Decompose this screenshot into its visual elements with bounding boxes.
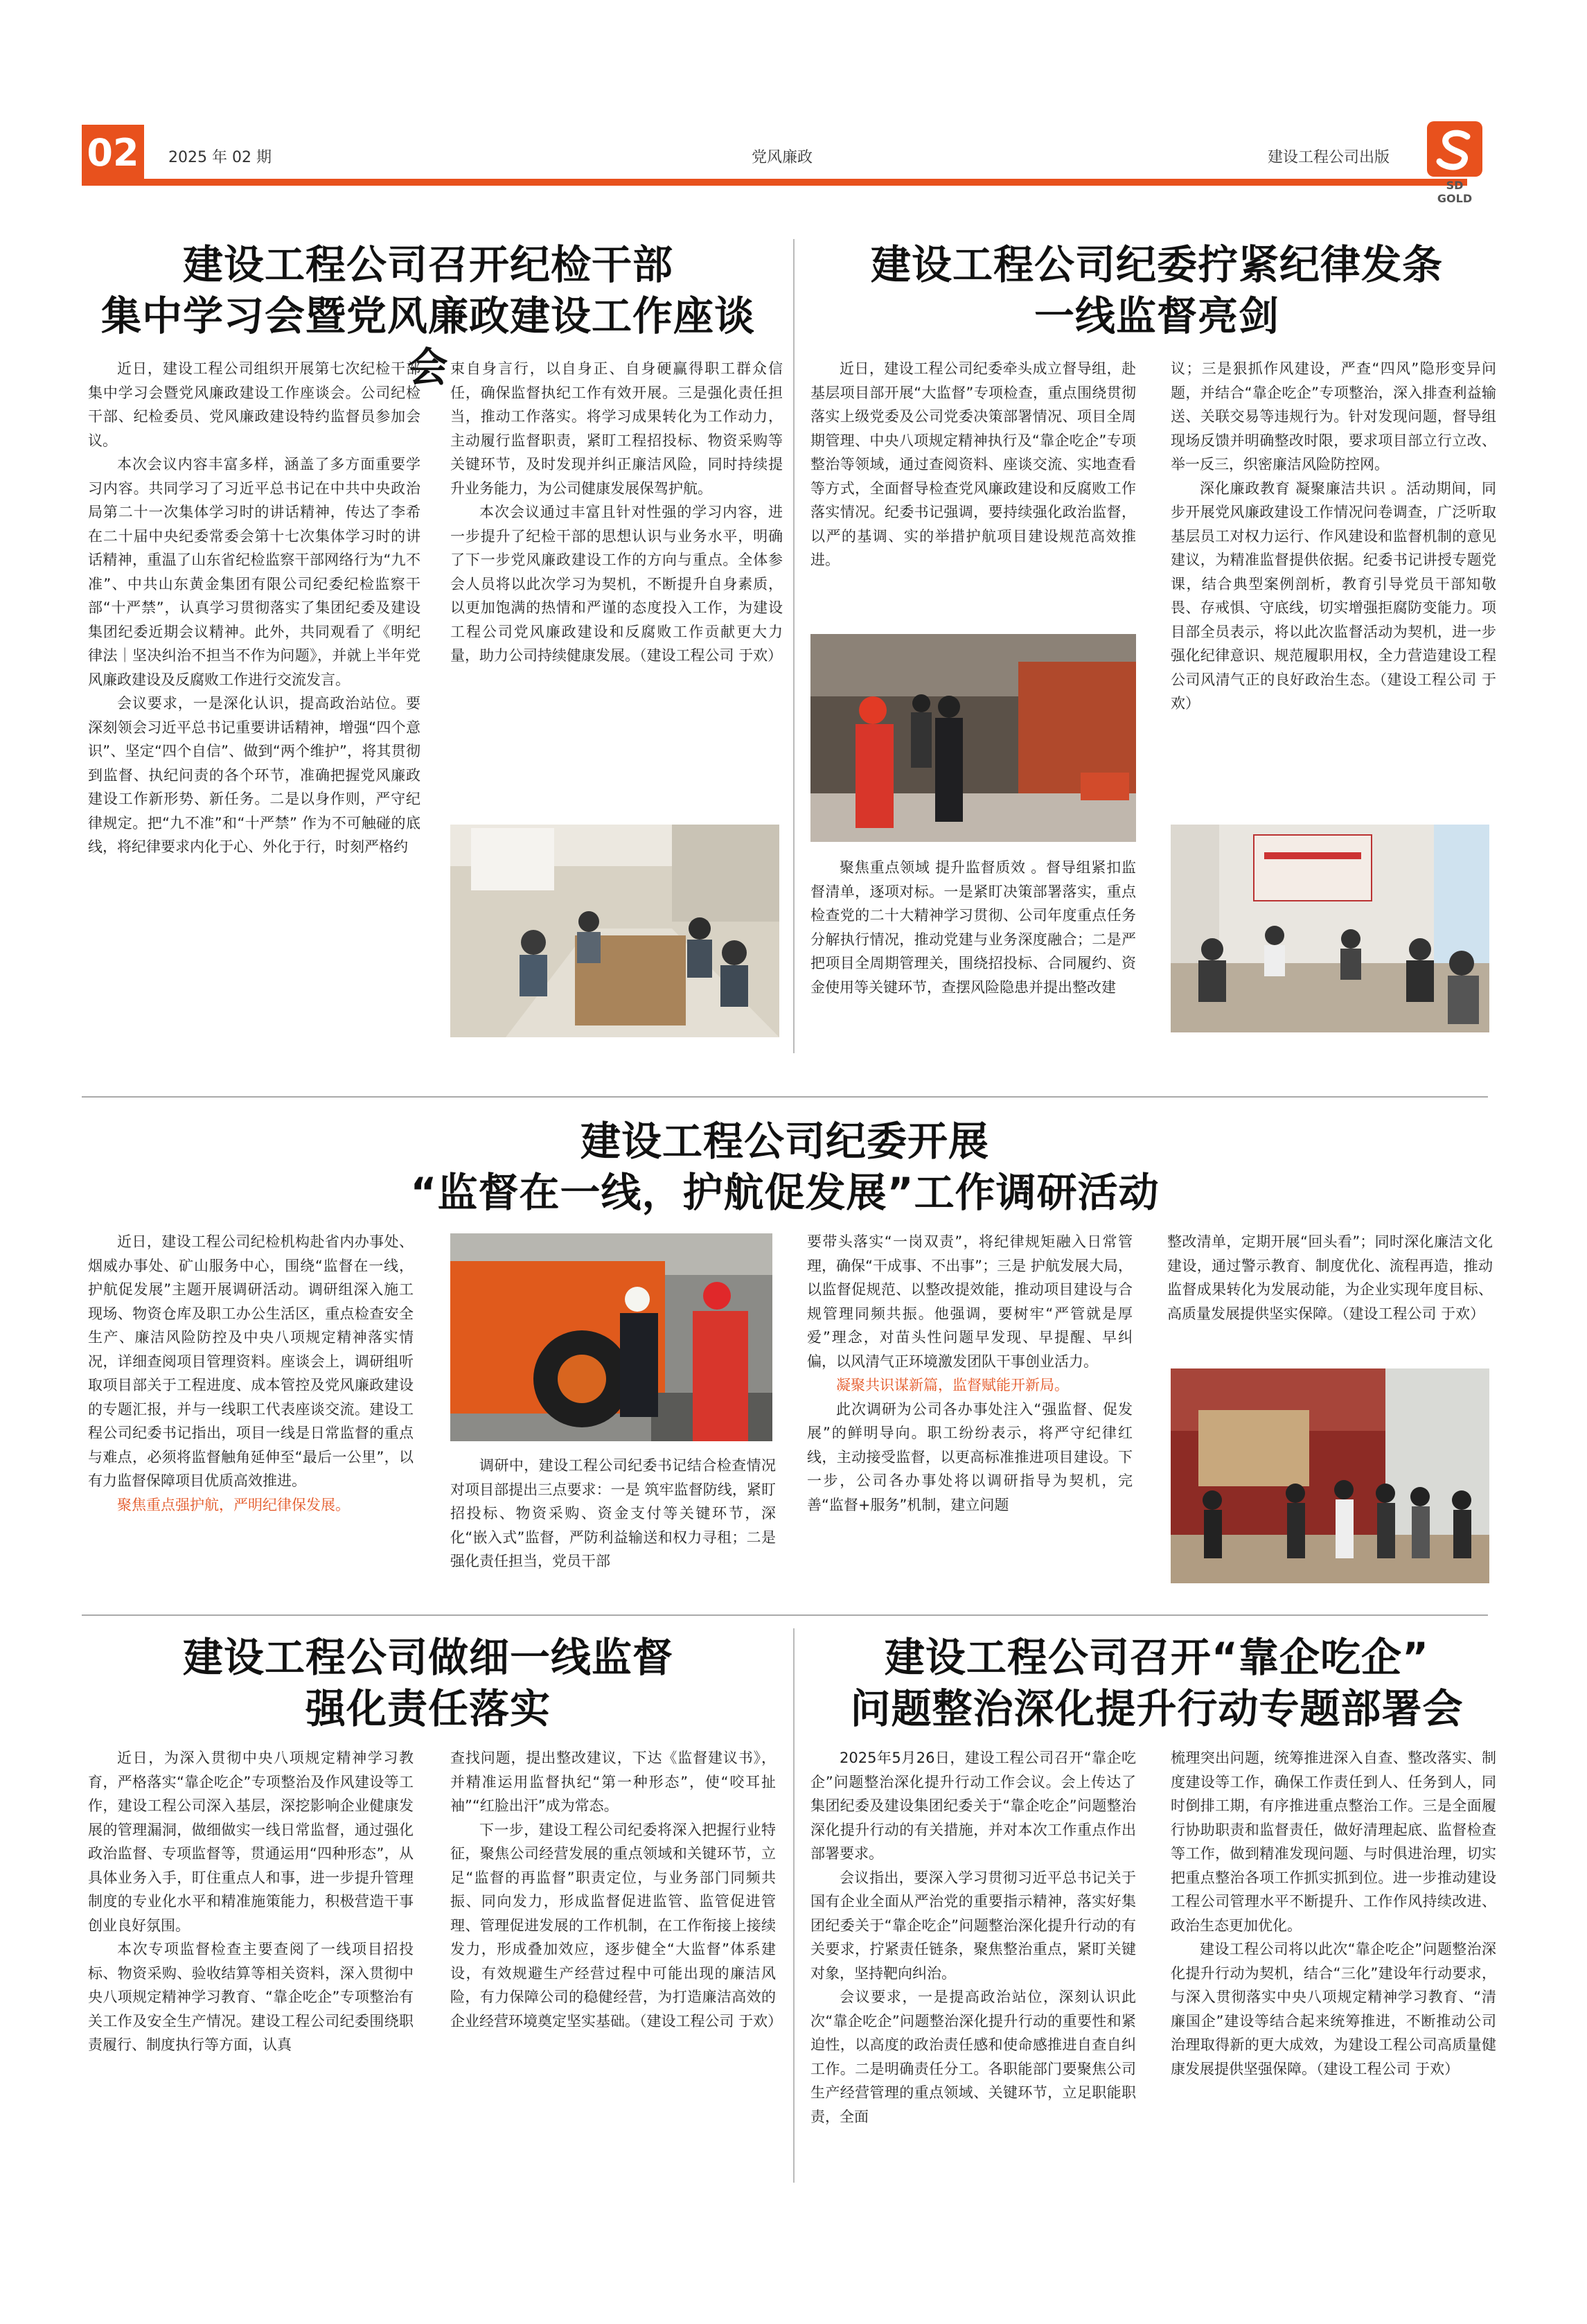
- paragraph: 会议指出，要深入学习贯彻习近平总书记关于国有企业全面从严治党的重要指示精神，落实好集团纪委关于“靠企吃企”问题整治深化提升行动的有关要求，拧紧责任链条，聚焦整治重点，紧盯关键对象，坚持靶向纠治。: [810, 1869, 1136, 1982]
- article3-title-line2: “监督在一线，护航促发展”工作调研活动: [410, 1169, 1160, 1216]
- article2-title-line2: 一线监督亮剑: [1034, 292, 1279, 340]
- paragraph: 近日，建设工程公司纪检机构赴省内办事处、烟威办事处、矿山服务中心，围绕“监督在一线，护航促发展”主题开展调研活动。调研组深入施工现场、物资仓库及职工办公生活区，重点检查安全生产、廉洁风险防控及中央八项规定精神落实情况，详细查阅项目管理资料。座谈会上，调研组听取项目部关于工程进度、成本管控及党风廉政建设的专题汇报，并与一线职工代表座谈交流。建设工程公司纪委书记指出，项目一线是日常监督的重点与难点，必须将监督触角延伸至“最后一公里”，以有力监督保障项目优质高效推进。: [88, 1233, 414, 1489]
- article3-title-line1: 建设工程公司纪委开展: [580, 1118, 989, 1165]
- header-rule: [82, 179, 1467, 186]
- paragraph: 调研中，建设工程公司纪委书记结合检查情况对项目部提出三点要求：一是 筑牢监督防线，紧盯招投标、物资采购、资金支付等关键环节，深化“嵌入式”监督，严防利益输送和权力寻租；二是 强化责任担当，党员干部: [450, 1457, 776, 1569]
- paragraph: 建设工程公司将以此次“靠企吃企”问题整治深化提升行动为契机，结合“三化”建设年行动要求，与深入贯彻落实中央八项规定精神学习教育、“清廉国企”建设等结合起来统筹推进，不断推动公司治理取得新的更大成效，为建设工程公司高质量健康发展提供坚强保障。（建设工程公司 于欢）: [1171, 1941, 1496, 2077]
- paragraph: 梳理突出问题，统筹推进深入自查、整改落实、制度建设等工作，确保工作责任到人、任务到人，同时倒排工期，有序推进重点整治工作。三是全面履行协助职责和监督责任，做好清理起底、监督检查等工作，做到精准发现问题、与时俱进治理，切实把重点整治各项工作抓实抓到位。进一步推动建设工程公司管理水平不断提升、工作作风持续改进、政治生态更加优化。: [1171, 1750, 1496, 1934]
- article5-title: [810, 1632, 1503, 1734]
- section-divider: [82, 1614, 1488, 1616]
- paragraph: 查找问题，提出整改建议，下达《监督建议书》，并精准运用监督执纪“第一种形态”，使“咬耳扯袖”“红脸出汗”成为常态。: [450, 1750, 776, 1814]
- meeting-photo: [450, 825, 779, 1037]
- paragraph: 束自身言行，以自身正、自身硬赢得职工群众信任，确保监督执纪工作有效开展。三是强化责任担当，推动工作落实。将学习成果转化为工作动力，主动履行监督职责，紧盯工程招投标、物资采购等关键环节，及时发现并纠正廉洁风险，同时持续提升业务能力，为公司健康发展保驾护航。: [450, 360, 783, 497]
- section-divider: [82, 1096, 1488, 1098]
- subheading: 凝聚共识谋新篇，监督赋能开新局。: [836, 1377, 1069, 1393]
- article3-column4: [1167, 1230, 1493, 1326]
- article5-title-line2: 问题整治深化提升行动专题部署会: [850, 1685, 1464, 1732]
- article2-column1: [810, 357, 1136, 572]
- article5-title-line1: 建设工程公司召开“靠企吃企”: [884, 1634, 1430, 1681]
- article3-title: [82, 1116, 1488, 1218]
- article2-column1b: [810, 856, 1136, 999]
- paragraph: 本次会议内容丰富多样，涵盖了多方面重要学习内容。共同学习了习近平总书记在中共中央政治局第二十一次集体学习时的讲话精神，传达了李希在二十届中央纪委常委会第十七次集体学习时的讲话精神，重温了山东省纪检监察干部网络行为“九不准”、中共山东黄金集团有限公司纪委纪检监察干部“十严禁”，认真学习贯彻落实了集团纪委及建设集团纪委近期会议精神。此外，共同观看了《明纪律法｜坚决纠治不担当不作为问题》，并就上半年党风廉政建设及反腐败工作进行交流发言。: [88, 456, 420, 688]
- page-number: 02: [82, 125, 144, 180]
- paragraph: 近日，建设工程公司纪委牵头成立督导组，赴基层项目部开展“大监督”专项检查，重点围绕贯彻落实上级党委及公司党委决策部署情况、项目全周期管理、中央八项规定精神执行及“靠企吃企”专项整治等领域，通过查阅资料、座谈交流、实地查看等方式，全面督导检查党风廉政建设和反腐败工作落实情况。纪委书记强调，要持续强化政治监督，以严的基调、实的举措护航项目建设规范高效推进。: [810, 360, 1136, 568]
- article1-title-line1: 建设工程公司召开纪检干部: [182, 241, 673, 288]
- article3-column2: [450, 1454, 776, 1574]
- equipment-inspection-photo: [450, 1233, 772, 1441]
- article3-column1: [88, 1230, 414, 1517]
- logo-text: SD GOLD: [1437, 179, 1473, 205]
- paragraph: 2025年5月26日，建设工程公司召开“靠企吃企”问题整治深化提升行动工作会议。会上传达了集团纪委及建设集团纪委关于“靠企吃企”问题整治深化提升行动的有关措施，并对本次工作重点作出部署要求。: [810, 1750, 1136, 1862]
- paragraph: 深化廉政教育 凝聚廉洁共识 。活动期间，同步开展党风廉政建设工作情况问卷调查，广泛听取基层员工对权力运行、作风建设和监督机制的意见建议，为精准监督提供依据。纪委书记讲授专题党课，结合典型案例剖析，教育引导党员干部知敬畏、存戒惧、守底线，切实增强拒腐防变能力。项目部全员表示，将以此次监督活动为契机，进一步强化纪律意识、规范履职用权，全力营造建设工程公司风清气正的良好政治生态。（建设工程公司 于欢）: [1171, 479, 1496, 712]
- column-divider: [793, 1628, 795, 2183]
- paragraph: 聚焦重点领域 提升监督质效 。督导组紧扣监督清单，逐项对标。一是紧盯决策部署落实，重点检查党的二十大精神学习贯彻、公司年度重点任务分解执行情况，推动党建与业务深度融合；二是严把项目全周期管理关，围绕招投标、合同履约、资金使用等关键环节，查摆风险隐患并提出整改建: [810, 859, 1136, 996]
- paragraph: 本次专项监督检查主要查阅了一线项目招投标、物资采购、验收结算等相关资料，深入贯彻中央八项规定精神学习教育、“靠企吃企”专项整治有关工作及安全生产情况。建设工程公司纪委围绕职责履行、制度执行等方面，认真: [88, 1941, 414, 2053]
- paragraph: 下一步，建设工程公司纪委将深入把握行业特征，聚焦公司经营发展的重点领域和关键环节，立足“监督的再监督”职责定位，与业务部门同频共振、同向发力，形成监督促进监管、监管促进管理、管理促进发展的工作机制，在工作衔接上接续发力，形成叠加效应，逐步健全“大监督”体系建设，有效规避生产经营过程中可能出现的廉洁风险，有力保障公司的稳健经营，为打造廉洁高效的企业经营环境奠定坚实基础。（建设工程公司 于欢）: [450, 1821, 783, 2030]
- sd-gold-logo: [1427, 121, 1482, 177]
- party-lecture-photo: [1171, 825, 1489, 1032]
- article5-column2: [1171, 1746, 1496, 2081]
- article5-column1: [810, 1746, 1136, 2129]
- article3-column3: [807, 1230, 1133, 1517]
- paragraph: 要带头落实“一岗双责”，将纪律规矩融入日常管理，确保“干成事、不出事”；三是 护航发展大局，以监督促规范、以整改提效能，推动项目建设与合规管理同频共振。他强调，要树牢“严管就是厚爱”理念，对苗头性问题早发现、早提醒、早纠偏，以风清气正环境激发团队干事创业活力。: [807, 1233, 1133, 1370]
- column-divider: [793, 239, 795, 1053]
- paragraph: 本次会议通过丰富且针对性强的学习内容，进一步提升了纪检干部的思想认识与业务水平，明确了下一步党风廉政建设工作的方向与重点。全体参会人员将以此次学习为契机，不断提升自身素质，以更加饱满的热情和严谨的态度投入工作，为建设工程公司党风廉政建设和反腐败工作贡献更大力量，助力公司持续健康发展。（建设工程公司 于欢）: [450, 504, 783, 664]
- section-label: 党风廉政: [752, 149, 813, 166]
- site-inspection-photo: [810, 634, 1136, 842]
- article4-column2: [450, 1746, 783, 2033]
- paragraph: 近日，为深入贯彻中央八项规定精神学习教育，严格落实“靠企吃企”专项整治及作风建设等工作，建设工程公司深入基层，深挖影响企业健康发展的管理漏洞，做细做实一线日常监督，通过强化政治监督、专项监督等，贯通运用“四种形态”，从具体业务入手，盯住重点人和事，进一步提升管理制度的专业化水平和精准施策能力，积极营造干事创业良好氛围。: [88, 1750, 414, 1934]
- article1-title-line2: 集中学习会暨党风廉政建设工作座谈会: [100, 292, 755, 391]
- paragraph: 议；三是狠抓作风建设，严查“四风”隐形变异问题，并结合“靠企吃企”专项整治，深入排查利益输送、关联交易等违规行为。针对发现问题，督导组现场反馈并明确整改时限，要求项目部立行立改、举一反三，织密廉洁风险防控网。: [1171, 360, 1496, 473]
- paragraph: 会议要求，一是提高政治站位，深刻认识此次“靠企吃企”问题整治深化提升行动的重要性和紧迫性，以高度的政治责任感和使命感推进自查自纠工作。二是明确责任分工。各职能部门要聚焦公司生产经营管理的重点领域、关键环节，立足职能职责，全面: [810, 1989, 1136, 2125]
- article4-title-line1: 建设工程公司做细一线监督: [182, 1634, 673, 1681]
- paragraph: 会议要求，一是深化认识，提高政治站位。要深刻领会习近平总书记重要讲话精神，增强“四个意识”、坚定“四个自信”、做到“两个维护”，将其贯彻到监督、执纪问责的各个环节，准确把握党风廉政建设工作新形势、新任务。二是以身作则，严守纪律规定。把“九不准”和“十严禁” 作为不可触碰的底线，将纪律要求内化于心、外化于行，时刻严格约: [88, 695, 420, 855]
- paragraph: 此次调研为公司各办事处注入“强监督、促发展”的鲜明导向。职工纷纷表示，将严守纪律红线，主动接受监督，以更高标准推进项目建设。下一步，公司各办事处将以调研指导为契机，完善“监督+服务”机制，建立问题: [807, 1400, 1133, 1513]
- article2-title-line1: 建设工程公司纪委拧紧纪律发条: [870, 241, 1443, 288]
- article2-column2: [1171, 357, 1496, 716]
- paragraph: 整改清单，定期开展“回头看”；同时深化廉洁文化建设，通过警示教育、制度优化、流程再造，推动监督成果转化为发展动能，为企业实现年度目标、高质量发展提供坚实保障。（建设工程公司 于欢）: [1167, 1233, 1493, 1322]
- article2-title: [810, 239, 1503, 342]
- issue-label: 2025 年 02 期: [168, 149, 272, 166]
- article4-title: [82, 1632, 774, 1734]
- article1-column1: [88, 357, 420, 859]
- paragraph: 近日，建设工程公司组织开展第七次纪检干部集中学习会暨党风廉政建设工作座谈会。公司纪检干部、纪检委员、党风廉政建设特约监督员参加会议。: [88, 360, 420, 449]
- publisher-label: 建设工程公司出版: [1268, 149, 1390, 166]
- article4-column1: [88, 1746, 414, 2057]
- exhibition-visit-photo: [1171, 1368, 1489, 1583]
- article4-title-line2: 强化责任落实: [305, 1685, 551, 1732]
- subheading: 聚焦重点强护航，严明纪律保发展。: [117, 1496, 350, 1513]
- article1-column2: [450, 357, 783, 668]
